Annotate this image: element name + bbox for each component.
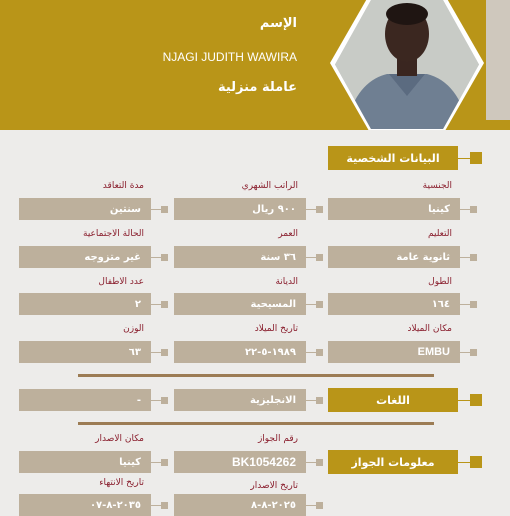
issue-date-label: تاريخ الاصدار xyxy=(250,481,298,491)
section-divider xyxy=(78,422,434,425)
expiry-date-field: ٢٠٣٥-٨-٠٧ xyxy=(19,494,151,516)
language-field-2: - xyxy=(19,389,151,411)
field-connector xyxy=(151,257,161,258)
section-divider xyxy=(78,374,434,377)
field-marker xyxy=(316,397,323,404)
field-marker xyxy=(316,502,323,509)
education-field: ثانوية عامة xyxy=(328,246,460,268)
salary-field: ٩٠٠ ريال xyxy=(174,198,306,220)
contract-field: سنتين xyxy=(19,198,151,220)
name-label: الإسم xyxy=(259,16,297,31)
field-connector xyxy=(460,209,470,210)
height-label: الطول xyxy=(428,277,452,287)
nationality-label: الجنسية xyxy=(422,181,452,191)
birthdate-field: ١٩٨٩-٥-٢٢ xyxy=(174,341,306,363)
section-connector xyxy=(458,400,470,401)
marital-label: الحالة الاجتماعية xyxy=(83,229,144,239)
issue-place-field: كينيا xyxy=(19,451,151,473)
education-label: التعليم xyxy=(428,229,452,239)
expiry-date-label: تاريخ الانتهاء xyxy=(99,478,144,488)
language-field-1: الانجليزية xyxy=(174,389,306,411)
field-connector xyxy=(306,462,316,463)
field-marker xyxy=(316,301,323,308)
field-connector xyxy=(151,505,161,506)
weight-label: الوزن xyxy=(123,324,144,334)
field-connector xyxy=(306,352,316,353)
field-connector xyxy=(306,304,316,305)
field-marker xyxy=(470,301,477,308)
field-marker xyxy=(161,349,168,356)
field-connector xyxy=(306,505,316,506)
field-marker xyxy=(470,206,477,213)
field-connector xyxy=(306,257,316,258)
worker-name: NJAGI JUDITH WAWIRA xyxy=(162,50,297,64)
field-connector xyxy=(151,304,161,305)
header-side-strip xyxy=(486,0,510,120)
section-marker xyxy=(470,394,482,406)
religion-field: المسيحية xyxy=(174,293,306,315)
field-marker xyxy=(161,502,168,509)
weight-field: ٦٣ xyxy=(19,341,151,363)
nationality-field: كينيا xyxy=(328,198,460,220)
field-marker xyxy=(316,349,323,356)
issue-place-label: مكان الاصدار xyxy=(95,434,144,444)
field-marker xyxy=(316,254,323,261)
section-languages: اللغات xyxy=(328,388,458,412)
section-passport: معلومات الجواز xyxy=(328,450,458,474)
birthdate-label: تاريخ الميلاد xyxy=(254,324,298,334)
field-marker xyxy=(161,206,168,213)
issue-date-field: ٢٠٢٥-٨-٨ xyxy=(174,494,306,516)
children-label: عدد الاطفال xyxy=(98,277,144,287)
field-marker xyxy=(161,301,168,308)
section-connector xyxy=(458,462,470,463)
religion-label: الديانة xyxy=(275,277,298,287)
field-connector xyxy=(151,209,161,210)
salary-label: الراتب الشهري xyxy=(241,181,298,191)
field-connector xyxy=(460,257,470,258)
field-marker xyxy=(161,254,168,261)
birthplace-field: EMBU xyxy=(328,341,460,363)
field-marker xyxy=(470,254,477,261)
birthplace-label: مكان الميلاد xyxy=(407,324,452,334)
marital-field: غير متزوجه xyxy=(19,246,151,268)
age-field: ٣٦ سنة xyxy=(174,246,306,268)
contract-label: مدة التعاقد xyxy=(102,181,144,191)
field-marker xyxy=(316,206,323,213)
field-connector xyxy=(460,352,470,353)
field-marker xyxy=(161,459,168,466)
section-personal: البيانات الشخصية xyxy=(328,146,458,170)
age-label: العمر xyxy=(278,229,298,239)
field-marker xyxy=(161,397,168,404)
passport-number-field: BK1054262 xyxy=(174,451,306,473)
section-connector xyxy=(458,158,470,159)
field-connector xyxy=(306,400,316,401)
job-title: عاملة منزلية xyxy=(217,80,297,95)
section-marker xyxy=(470,152,482,164)
passport-number-label: رقم الجواز xyxy=(257,434,298,444)
field-connector xyxy=(151,352,161,353)
field-connector xyxy=(151,462,161,463)
field-marker xyxy=(316,459,323,466)
field-connector xyxy=(151,400,161,401)
section-marker xyxy=(470,456,482,468)
children-field: ٢ xyxy=(19,293,151,315)
field-marker xyxy=(470,349,477,356)
field-connector xyxy=(306,209,316,210)
height-field: ١٦٤ xyxy=(328,293,460,315)
field-connector xyxy=(460,304,470,305)
